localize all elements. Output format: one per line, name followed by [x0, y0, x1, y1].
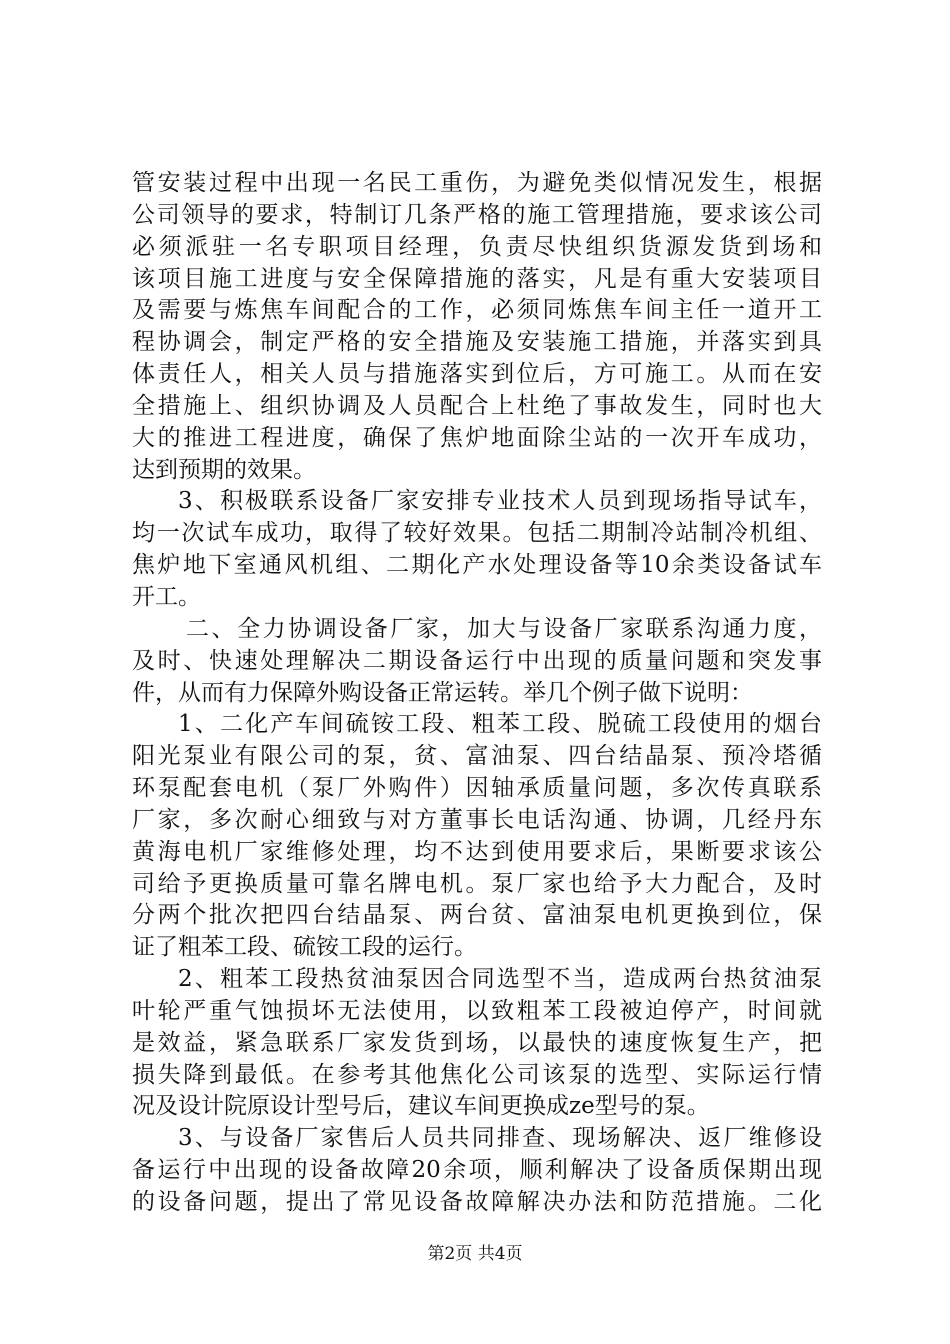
text-line: 是效益，紧急联系厂家发货到场，以最快的速度恢复生产，把 — [132, 1029, 822, 1056]
body-text — [132, 168, 822, 1219]
page-footer: 第2页 共4页 — [427, 1244, 523, 1264]
text-line: 司给予更换质量可靠名牌电机。泵厂家也给予大力配合，及时 — [132, 870, 822, 897]
text-line: 体责任人，相关人员与措施落实到位后，方可施工。从而在安 — [132, 361, 822, 388]
text-line: 环泵配套电机（泵厂外购件）因轴承质量问题，多次传真联系 — [132, 775, 822, 802]
text-line: 叶轮严重气蚀损坏无法使用，以致粗苯工段被迫停产，时间就 — [132, 997, 822, 1024]
text-line: 大的推进工程进度，确保了焦炉地面除尘站的一次开车成功， — [132, 424, 822, 451]
text-line: 证了粗苯工段、硫铵工段的运行。 — [132, 934, 477, 961]
text-line: 全措施上、组织协调及人员配合上杜绝了事故发生，同时也大 — [132, 392, 822, 419]
text-line: 分两个批次把四台结晶泵、两台贫、富油泵电机更换到位，保 — [132, 902, 822, 929]
text-line: 件，从而有力保障外购设备正常运转。举几个例子做下说明： — [132, 679, 753, 706]
text-line: 达到预期的效果。 — [132, 456, 316, 483]
section-heading-line: 二、全力协调设备厂家，加大与设备厂家联系沟通力度， — [186, 615, 822, 642]
paragraph-start-line: 2、粗苯工段热贫油泵因合同选型不当，造成两台热贫油泵 — [178, 966, 822, 993]
text-line: 均一次试车成功，取得了较好效果。包括二期制冷站制冷机组、 — [132, 520, 822, 547]
text-line: 焦炉地下室通风机组、二期化产水处理设备等10余类设备试车 — [132, 552, 822, 579]
text-line: 该项目施工进度与安全保障措施的落实，凡是有重大安装项目 — [132, 265, 822, 292]
text-line: 的设备问题，提出了常见设备故障解决办法和防范措施。二化 — [132, 1189, 822, 1215]
text-line: 管安装过程中出现一名民工重伤，为避免类似情况发生，根据 — [132, 170, 822, 196]
paragraph-start-line: 3、与设备厂家售后人员共同排查、现场解决、返厂维修设 — [178, 1125, 822, 1152]
text-line: 公司领导的要求，特制订几条严格的施工管理措施，要求该公司 — [132, 201, 822, 228]
text-line: 阳光泵业有限公司的泵，贫、富油泵、四台结晶泵、预冷塔循 — [132, 743, 822, 770]
text-line: 备运行中出现的设备故障20余项，顺利解决了设备质保期出现 — [132, 1157, 822, 1184]
text-line: 程协调会，制定严格的安全措施及安装施工措施，并落实到具 — [132, 329, 822, 356]
text-line: 况及设计院原设计型号后，建议车间更换成ze型号的泵。 — [132, 1093, 710, 1120]
text-line: 厂家，多次耐心细致与对方董事长电话沟通、协调，几经丹东 — [132, 806, 822, 833]
paragraph-start-line: 3、积极联系设备厂家安排专业技术人员到现场指导试车， — [178, 488, 822, 515]
text-line: 必须派驻一名专职项目经理，负责尽快组织货源发货到场和 — [132, 233, 822, 260]
text-line: 及需要与炼焦车间配合的工作，必须同炼焦车间主任一道开工 — [132, 297, 822, 324]
text-line: 开工。 — [132, 583, 201, 610]
text-line: 损失降到最低。在参考其他焦化公司该泵的选型、实际运行情 — [132, 1061, 822, 1088]
paragraph-start-line: 1、二化产车间硫铵工段、粗苯工段、脱硫工段使用的烟台 — [178, 711, 822, 738]
text-line: 黄海电机厂家维修处理，均不达到使用要求后，果断要求该公 — [132, 838, 822, 865]
text-line: 及时、快速处理解决二期设备运行中出现的质量问题和突发事 — [132, 647, 822, 674]
